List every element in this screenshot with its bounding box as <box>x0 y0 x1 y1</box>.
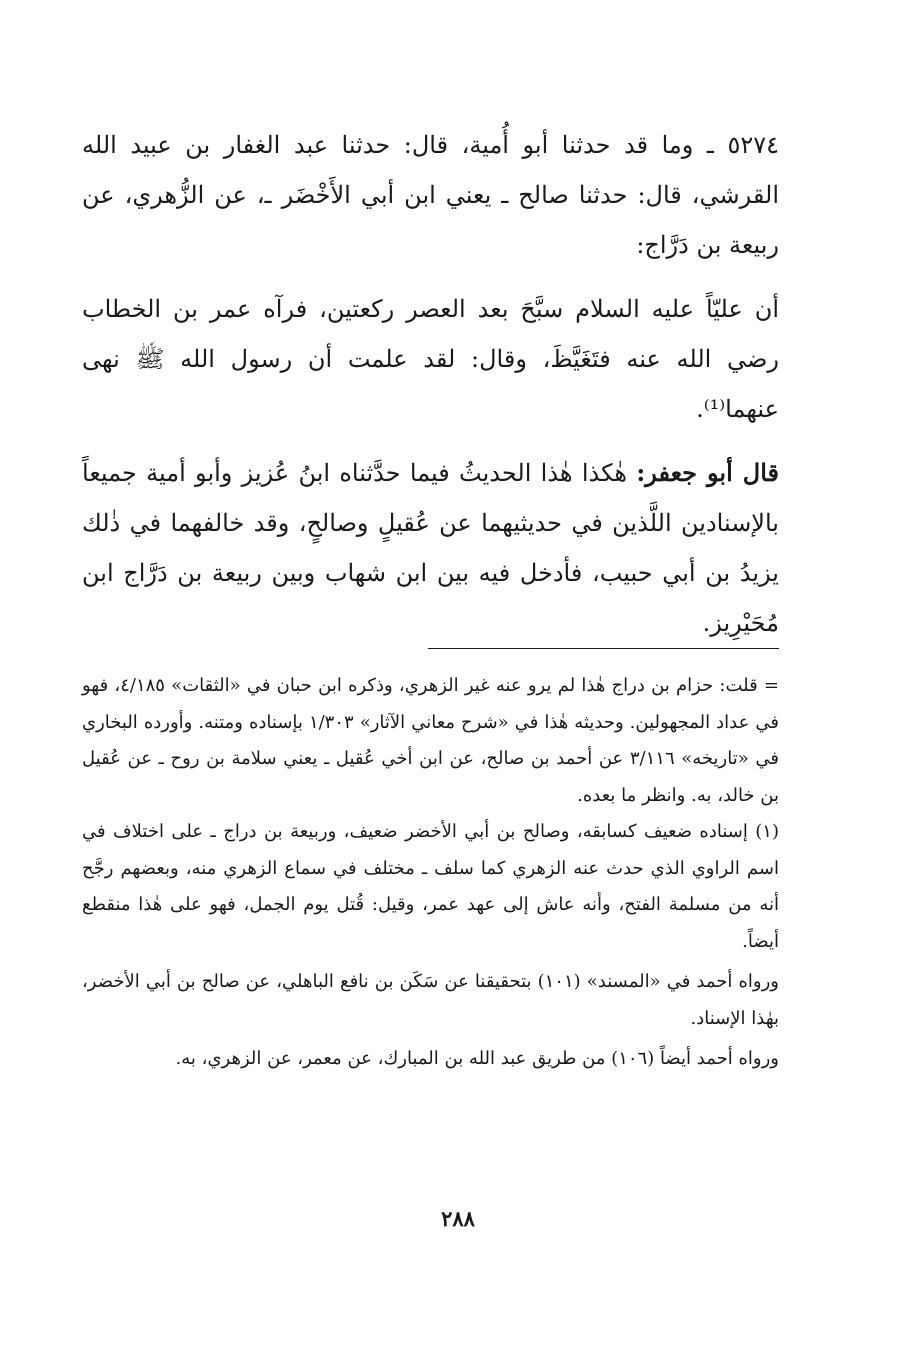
footnote-1: (١) إسناده ضعيف كسابقه، وصالح بن أبي الأخضر ضعيف، وربيعة بن دراج ـ على اختلاف في اسم الراوي الذي حدث عنه الزهري كما سلف ـ مختلف في سماع الزهري منه، وبعضهم رجَّح أنه من مسلمة الفتح، وأنه عاش إلى عهد عمر، وقيل: قُتل يوم الجمل، فهو على هٰذا منقطع أيضاً. <box>82 821 779 952</box>
hadith-text-paragraph: أن عليّاً عليه السلام سبَّحَ بعد العصر ركعتين، فرآه عمر بن الخطاب رضي الله عنه فتَغَيَّظَ، وقال: لقد علمت أن رسول الله ﷺ نهى عنهما⁽¹⁾. <box>82 295 779 423</box>
main-text <box>82 120 779 648</box>
commentary-body: هٰكذا هٰذا الحديثُ فيما حدَّثناه ابنُ عُزيز وأبو أمية جميعاً بالإسنادين اللَّذين في حديثيهما عن عُقيلٍ وصالحٍ، وقد خالفهما في ذٰلك يزيدُ بن أبي حبيب، فأدخل فيه بين ابن شهاب وبين ربيعة بن دَرَّاج ابن مُحَيْرِيز. <box>82 459 779 637</box>
commentary-paragraph <box>82 448 779 648</box>
footnote-1-ahmad-2: ورواه أحمد أيضاً (١٠٦) من طريق عبد الله بن المبارك، عن معمر، عن الزهري، به. <box>175 1048 779 1069</box>
page-number: ٢٨٨ <box>441 1206 475 1231</box>
footnote-continuation: = قلت: حزام بن دراج هٰذا لم يرو عنه غير الزهري، وذكره ابن حبان في «الثقات» ٤/١٨٥، فهو في عداد المجهولين. وحديثه هٰذا في «شرح معاني الآثار» ١/٣٠٣ بإسناده ومتنه. وأورده البخاري في «تاريخه» ٣/١١٦ عن أحمد بن صالح، عن ابن أخي عُقيل ـ يعني سلامة بن روح ـ عن عُقيل بن خالد، به. وانظر ما بعده. <box>82 675 779 806</box>
footnote-1-ahmad: ورواه أحمد في «المسند» (١٠١) بتحقيقنا عن سَكَن بن نافع الباهلي، عن صالح بن أبي الأخضر، بهٰذا الإسناد. <box>82 971 779 1029</box>
footnote-divider <box>428 648 779 649</box>
commentary-lead: قال أبو جعفر: <box>636 458 779 487</box>
hadith-paragraph: ٥٢٧٤ ـ وما قد حدثنا أبو أُمية، قال: حدثنا عبد الغفار بن عبيد الله القرشي، قال: حدثنا صالح ـ يعني ابن أبي الأَخْضَر ـ، عن الزُّهري، عن ربيعة بن دَرَّاج: <box>82 131 779 259</box>
footnotes <box>82 668 779 1078</box>
